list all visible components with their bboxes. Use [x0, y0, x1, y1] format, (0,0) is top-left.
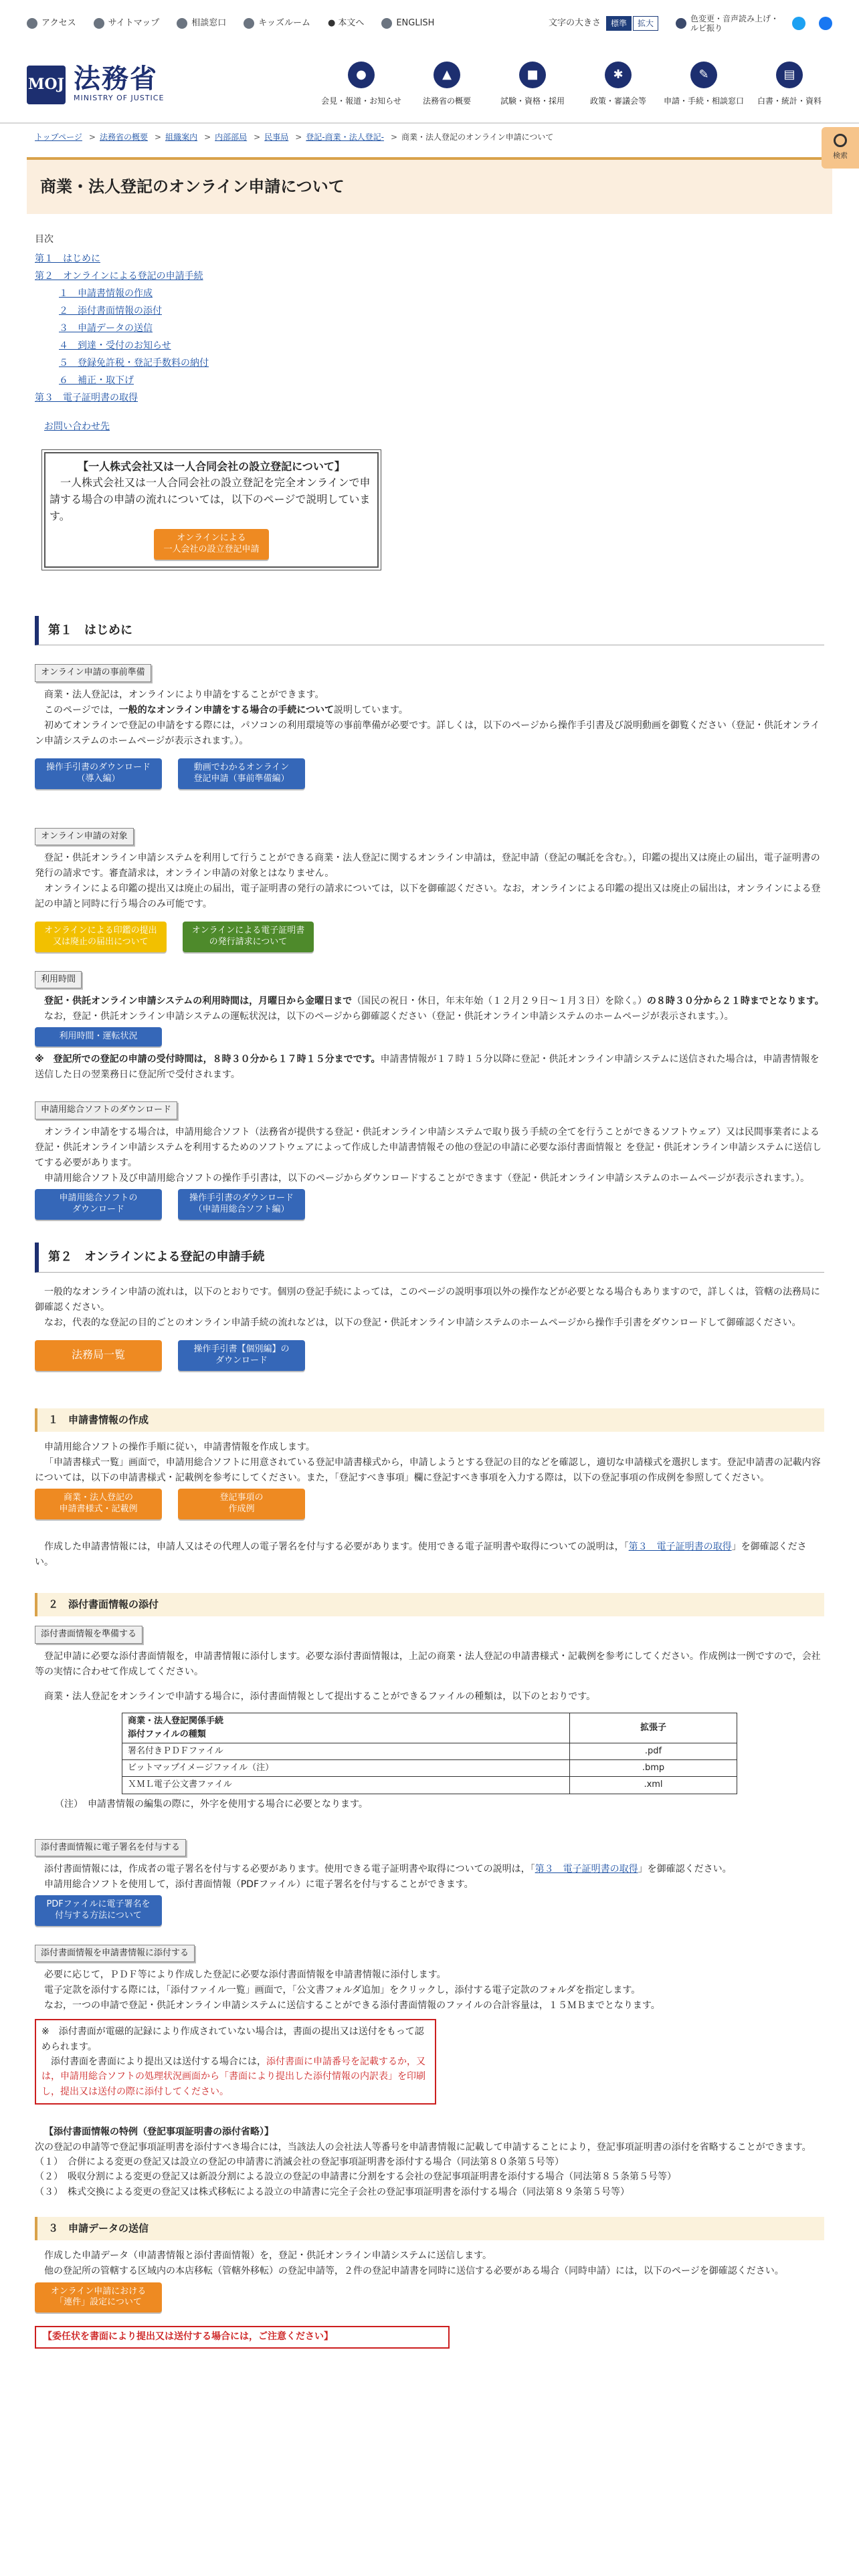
contact-link[interactable]: お問い合わせ先 — [44, 421, 110, 432]
breadcrumb-current: 商業・法人登記のオンライン申請について — [401, 132, 554, 142]
global-nav — [318, 62, 832, 108]
tag-hours: 利用時間 — [35, 971, 82, 988]
toc-item — [35, 267, 824, 285]
sub2-text-2: 商業・法人登記をオンラインで申請する場合に，添付書面情報として提出することができるファイルの種類は，以下のとおりです。 — [44, 1691, 596, 1702]
chat-icon — [177, 18, 187, 29]
list-item: （３） 株式交換による変更の登記又は株式移転による設立の申請書に完全子会社の登記事項証明書を添付する場合（同法第８９条第５号等） — [35, 2186, 630, 2197]
notice-title: 【一人株式会社又は一人合同会社の設立登記について】 — [78, 459, 345, 473]
manual-intro-button[interactable]: 操作手引書のダウンロード （導入編） — [35, 758, 162, 789]
microphone-icon: ● — [348, 62, 375, 88]
table-cell: .xml — [570, 1777, 737, 1794]
breadcrumb — [0, 124, 859, 150]
sub2-text-4: 申請用総合ソフトを使用して，添付書面情報（PDFファイル）に電子署名を付与することができます。 — [44, 1879, 474, 1890]
font-size-large-button[interactable]: 拡大 — [633, 16, 658, 31]
software-download-button[interactable]: 申請用総合ソフトの ダウンロード — [35, 1189, 162, 1220]
list-item: （１） 合併による変更の登記又は設立の登記の申請書に消滅会社の登記事項証明書を添付する場合（同法第８０条第５号等） — [35, 2156, 564, 2167]
main-content — [0, 233, 859, 2349]
tag-target: オンライン申請の対象 — [35, 828, 134, 845]
subsection-heading-1: １ 申請書情報の作成 — [35, 1408, 824, 1432]
tag-prep: オンライン申請の事前準備 — [35, 664, 151, 681]
font-size-standard-button[interactable]: 標準 — [606, 16, 632, 31]
notice-body: 一人株式会社又は一人合同会社の設立登記を完全オンラインで申請する場合の申請の流れについては，以下のページで説明しています。 — [50, 476, 371, 522]
gnav-procedure[interactable]: ✎ 申請・手続・相談窓口 — [661, 62, 747, 108]
toc-link-sec1[interactable]: 第１ はじめに — [35, 253, 100, 264]
special-provision-text: 次の登記の申請等で登記事項証明書を添付すべき場合には，当該法人の会社法人等番号を申請書情報に記載して申請することにより，登記事項証明書の添付を省略することができます。 — [35, 2141, 812, 2153]
page-title: 商業・法人登記のオンライン申請について — [27, 157, 832, 214]
breadcrumb-item[interactable]: 内部部局 — [215, 132, 248, 142]
gnav-press[interactable]: ● 会見・報道・お知らせ — [318, 62, 404, 108]
gnav-policy[interactable]: ✱ 政策・審議会等 — [575, 62, 661, 108]
linked-application-button[interactable]: オンライン申請における 「連件」設定について — [35, 2282, 162, 2313]
prep-text-2: このページでは，一般的なオンライン申請をする場合の手続について説明しています。 — [44, 704, 408, 716]
site-header — [0, 47, 859, 124]
toc-item — [35, 354, 824, 372]
sub1-text-2: 「申請書様式一覧」画面で，申請用総合ソフトに用意されている登記申請書様式から，申請しようとする登記の目的などを確認し，適切な申請様式を選択します。登記申請書の記載内容については，以下の申請書様式・記載例を参考にしてください。また，「登記すべき事項」欄に登記すべき事項を入力する際は，以下の登記事項の作成例を参照してください。 — [35, 1457, 821, 1484]
one-person-company-notice — [44, 452, 379, 568]
toc-item — [35, 320, 824, 337]
list-item: （２） 吸収分割による変更の登記又は新設分割による設立の登記の申請書に分割をする会社の登記事項証明書を添付する場合（同法第８５条第５号等） — [35, 2171, 676, 2183]
hours-text-2: なお，登記・供託オンライン申請システムの運転状況は，以下のページから御確認ください（登記・供託オンライン申請システムのホームページが表示されます。）。 — [44, 1011, 734, 1023]
site-logo[interactable] — [27, 62, 318, 104]
access-link[interactable]: アクセス — [27, 17, 76, 30]
toc-link-sub6[interactable]: ６ 補正・取下げ — [59, 374, 134, 386]
map-pin-icon — [27, 18, 37, 29]
table-row — [122, 1743, 737, 1760]
utility-bar — [0, 0, 859, 47]
file-types-table — [122, 1713, 737, 1794]
logo-en: MINISTRY OF JUSTICE — [74, 93, 165, 102]
sub1-text-1: 申請用総合ソフトの操作手順に従い，申請書情報を作成します。 — [44, 1441, 315, 1453]
sitemap-icon — [94, 18, 104, 29]
tag-attach-add: 添付書面情報を申請書情報に添付する — [35, 1945, 195, 1962]
breadcrumb-item[interactable]: 組織案内 — [165, 132, 198, 142]
video-guide-button[interactable]: 動画でわかるオンライン 登記申請（事前準備編） — [178, 758, 305, 789]
breadcrumb-sep: > — [88, 132, 96, 142]
file-types-note: （注） 申請書情報の編集の際に，外字を使用する場合に必要となります。 — [55, 1798, 368, 1810]
toc-link-sub2[interactable]: ２ 添付書面情報の添付 — [59, 305, 162, 316]
target-text-2: オンラインによる印鑑の提出又は廃止の届出，電子証明書の発行の請求については，以下を御確認ください。なお，オンラインによる印鑑の提出又は廃止の届出は，オンラインによる登記の申請と同時に行う場合のみ可能です。 — [35, 883, 821, 910]
toc-link-sub5[interactable]: ５ 登録免許税・登記手数料の納付 — [59, 357, 209, 368]
certificate-section-link[interactable]: 第３ 電子証明書の取得 — [535, 1863, 638, 1874]
sub2-text-7: なお，一つの申請で登記・供託オンライン申請システムに送信することができる添付書面情報のファイルの合計容量は，１５ＭＢまでとなります。 — [44, 2000, 660, 2012]
facebook-icon[interactable] — [819, 17, 832, 30]
table-header: 拡張子 — [570, 1713, 737, 1743]
hours-text-3: ※ 登記所での登記の申請の受付時間は，８時３０分から１７時１５分までです。申請書情報が１７時１５分以降に登記・供託オンライン申請システムに送信された場合は，申請書情報を送信した日の翌業務日に登記所で受付されます。 — [35, 1054, 820, 1081]
prep-text-1: 商業・法人登記は，オンラインにより申請をすることができます。 — [44, 689, 324, 700]
pdf-signature-button[interactable]: PDFファイルに電子署名を 付与する方法について — [35, 1895, 162, 1926]
toc-link-sec2[interactable]: 第２ オンラインによる登記の申請手続 — [35, 270, 203, 282]
toc-item — [35, 337, 824, 354]
software-text-1: オンライン申請をする場合は，申請用総合ソフト（法務省が提供する登記・供託オンライン申請システムで取り扱う手続の全てを行うことができるソフトウェア）又は民間事業者による登記・供託オンライン申請システムを利用するためのソフトウェアによって作成した申請書情報その他の登記の申請に必要な添付書面情報と を登記・供託オンライン申請システムに送信してする必要があります。 — [35, 1126, 822, 1168]
globe-icon — [381, 18, 392, 29]
subsection-heading-2: ２ 添付書面情報の添付 — [35, 1593, 824, 1616]
building-icon: ▲ — [434, 62, 460, 88]
breadcrumb-item[interactable]: 民事局 — [264, 132, 289, 142]
sitemap-link[interactable]: サイトマップ — [94, 17, 160, 30]
table-cell: ビットマップイメージファイル（注） — [122, 1760, 570, 1777]
sec2-text-1: 一般的なオンライン申請の流れは，以下のとおりです。個別の登記手続によっては，このページの説明事項以外の操作などが必要となる場合もありますので，詳しくは，管轄の法務局に御確認ください。 — [35, 1286, 820, 1313]
sub2-text-5: 必要に応じて，ＰＤＦ等により作成した登記に必要な添付書面情報を申請書情報に添付します。 — [44, 1969, 446, 1980]
section-heading-1: 第１ はじめに — [35, 616, 824, 646]
table-row — [122, 1777, 737, 1794]
prep-text-3: 初めてオンラインで登記の申請をする際には，パソコンの利用環境等の事前準備が必要です。詳しくは，以下のページから操作手引書及び説明動画を御覧ください（登記・供託オンライン申請システムのホームページが表示されます。）。 — [35, 720, 820, 746]
people-icon: ■ — [519, 62, 546, 88]
toc-link-sub3[interactable]: ３ 申請データの送信 — [59, 322, 153, 334]
table-header: 商業・法人登記関係手続 添付ファイルの種類 — [122, 1713, 570, 1743]
breadcrumb-sep: > — [390, 132, 398, 142]
document-icon: ✎ — [690, 62, 717, 88]
software-text-2: 申請用総合ソフト及び申請用総合ソフトの操作手引書は，以下のページからダウンロードすることができます（登記・供託オンライン申請システムのホームページが表示されます。）。 — [44, 1172, 810, 1184]
breadcrumb-item[interactable]: トップページ — [35, 132, 82, 142]
sub2-text-3: 添付書面情報には，作成者の電子署名を付与する必要があります。使用できる電子証明書や取得についての説明は，「第３ 電子証明書の取得」を御確認ください。 — [44, 1863, 732, 1874]
application-forms-button[interactable]: 商業・法人登記の 申請書様式・記載例 — [35, 1489, 162, 1519]
certificate-section-link[interactable]: 第３ 電子証明書の取得 — [628, 1541, 732, 1552]
moj-logo-icon: MOJ — [27, 66, 66, 104]
table-cell: .bmp — [570, 1760, 737, 1777]
speaker-icon — [676, 18, 686, 29]
toc-link-sub1[interactable]: １ 申請書情報の作成 — [59, 288, 153, 299]
breadcrumb-item[interactable]: 登記-商業・法人登記- — [306, 132, 384, 142]
sub2-text-6: 電子定款を添付する際には，「添付ファイル一覧」画面で，「公文書フォルダ追加」をクリックし，添付する電子定款のフォルダを指定します。 — [44, 1984, 641, 1996]
table-cell: 署名付きＰＤＦファイル — [122, 1743, 570, 1760]
target-text-1: 登記・供託オンライン申請システムを利用して行うことができる商業・法人登記に関するオンライン申請は，登記申請（登記の嘱託を含む。），印鑑の提出又は廃止の届出，電子証明書の発行の請求です。審査請求は，オンライン申請の対象とはなりません。 — [35, 852, 820, 879]
toc-link-sec3[interactable]: 第３ 電子証明書の取得 — [35, 392, 138, 403]
twitter-icon[interactable] — [792, 17, 805, 30]
kids-link[interactable]: キッズルーム — [244, 17, 310, 30]
sec2-text-2: なお，代表的な登記の目的ごとのオンライン申請手続の流れなどは，以下の登記・供託オンライン申請システムのホームページから操作手引書をダウンロードして御確認ください。 — [44, 1317, 801, 1328]
table-cell: .pdf — [570, 1743, 737, 1760]
hours-text-1: 登記・供託オンライン申請システムの利用時間は，月曜日から金曜日まで（国民の祝日・休日，年末年始（１２月２９日～１月３日）を除く。）の８時３０分から２１時までとなります。 — [44, 996, 824, 1007]
tag-attach-prepare: 添付書面情報を準備する — [35, 1626, 142, 1643]
consult-link[interactable]: 相談窓口 — [177, 17, 226, 30]
toc-item — [35, 302, 824, 320]
tag-attach-sign: 添付書面情報に電子署名を付与する — [35, 1839, 186, 1856]
sub1-text-3: 作成した申請書情報には，申請人又はその代理人の電子署名を付与する必要があります。使用できる電子証明書や取得についての説明は，「第３ 電子証明書の取得」を御確認ください。 — [35, 1541, 807, 1568]
table-of-contents — [35, 233, 824, 434]
software-manual-button[interactable]: 操作手引書のダウンロード （申請用総合ソフト編） — [178, 1189, 305, 1220]
one-person-company-button[interactable]: オンラインによる 一人会社の設立登記申請 — [154, 529, 268, 560]
gnav-exam[interactable]: ■ 試験・資格・採用 — [490, 62, 575, 108]
sub3-text-1: 作成した申請データ（申請書情報と添付書面情報）を，登記・供託オンライン申請システムに送信します。 — [44, 2250, 492, 2262]
search-tab[interactable]: 検索 — [822, 127, 859, 169]
toc-item — [35, 389, 824, 407]
manual-individual-button[interactable]: 操作手引書【個別編】の ダウンロード — [178, 1340, 305, 1371]
toc-link-sub4[interactable]: ４ 到達・受付のお知らせ — [59, 340, 171, 351]
table-row — [122, 1760, 737, 1777]
gnav-whitepaper[interactable]: ▤ 白書・統計・資料 — [747, 62, 832, 108]
main-text-link[interactable]: ● 本文へ — [328, 17, 364, 30]
breadcrumb-item[interactable]: 法務省の概要 — [99, 132, 148, 142]
gear-icon: ✱ — [605, 62, 632, 88]
breadcrumb-sep: > — [204, 132, 211, 142]
smile-icon — [244, 18, 254, 29]
seal-submission-button[interactable]: オンラインによる印鑑の提出 又は廃止の届出について — [35, 922, 167, 952]
legal-bureau-list-button[interactable]: 法務局一覧 — [35, 1340, 162, 1371]
table-cell: ＸＭＬ電子公文書ファイル — [122, 1777, 570, 1794]
english-link[interactable]: ENGLISH — [381, 17, 434, 30]
power-of-attorney-warning: 【委任状を書面により提出又は送付する場合には，ご注意ください】 — [35, 2326, 450, 2349]
gnav-about[interactable]: ▲ 法務省の概要 — [404, 62, 490, 108]
sub2-text-1: 登記申請に必要な添付書面情報を，申請書情報に添付します。必要な添付書面情報は，上記の商業・法人登記の申請書様式・記載例を参考にしてください。作成例は一例ですので，会社等の実情に合わせて作成してください。 — [35, 1650, 821, 1677]
paper-attachment-notice: ※ 添付書面が電磁的記録により作成されていない場合は，書面の提出又は送付をもって認められます。 添付書面を書面により提出又は送付する場合には，添付書面に申請番号を記載するか，又は，申請用総合ソフトの処理状況画面から「書面により提出した添付情報の内訳表」を印刷し，提出又は送付の際に添付してください。 — [35, 2019, 436, 2105]
tag-software: 申請用総合ソフトのダウンロード — [35, 1101, 177, 1119]
book-icon: ▤ — [776, 62, 803, 88]
registration-examples-button[interactable]: 登記事項の 作成例 — [178, 1489, 305, 1519]
toc-item — [35, 285, 824, 302]
toc-item — [35, 250, 824, 267]
toc-title: 目次 — [35, 234, 54, 245]
table-row — [122, 1713, 737, 1743]
special-provision-title: 【添付書面情報の特例（登記事項証明書の添付省略）】 — [44, 2127, 274, 2138]
search-icon — [834, 134, 847, 147]
sub3-text-2: 他の登記所の管轄する区域内の本店移転（管轄外移転）の登記申請等，２件の登記申請書を同時に送信する必要がある場合（同時申請）には，以下のページを御確認ください。 — [44, 2266, 784, 2277]
operating-status-button[interactable]: 利用時間・運転状況 — [35, 1027, 162, 1047]
font-size-label: 文字の大きさ — [548, 17, 601, 28]
certificate-request-button[interactable]: オンラインによる電子証明書 の発行請求について — [183, 922, 314, 952]
logo-ja: 法務省 — [74, 62, 158, 94]
special-provision — [35, 2125, 824, 2199]
toc-item — [35, 372, 824, 389]
accessibility-tools-link[interactable]: 色変更・音声読み上げ・ ルビ振り — [676, 14, 779, 33]
breadcrumb-sep: > — [295, 132, 302, 142]
breadcrumb-sep: > — [155, 132, 162, 142]
section-heading-2: 第２ オンラインによる登記の申請手続 — [35, 1243, 824, 1273]
breadcrumb-sep: > — [254, 132, 261, 142]
bullet-icon: ● — [327, 17, 336, 28]
subsection-heading-3: ３ 申請データの送信 — [35, 2217, 824, 2240]
